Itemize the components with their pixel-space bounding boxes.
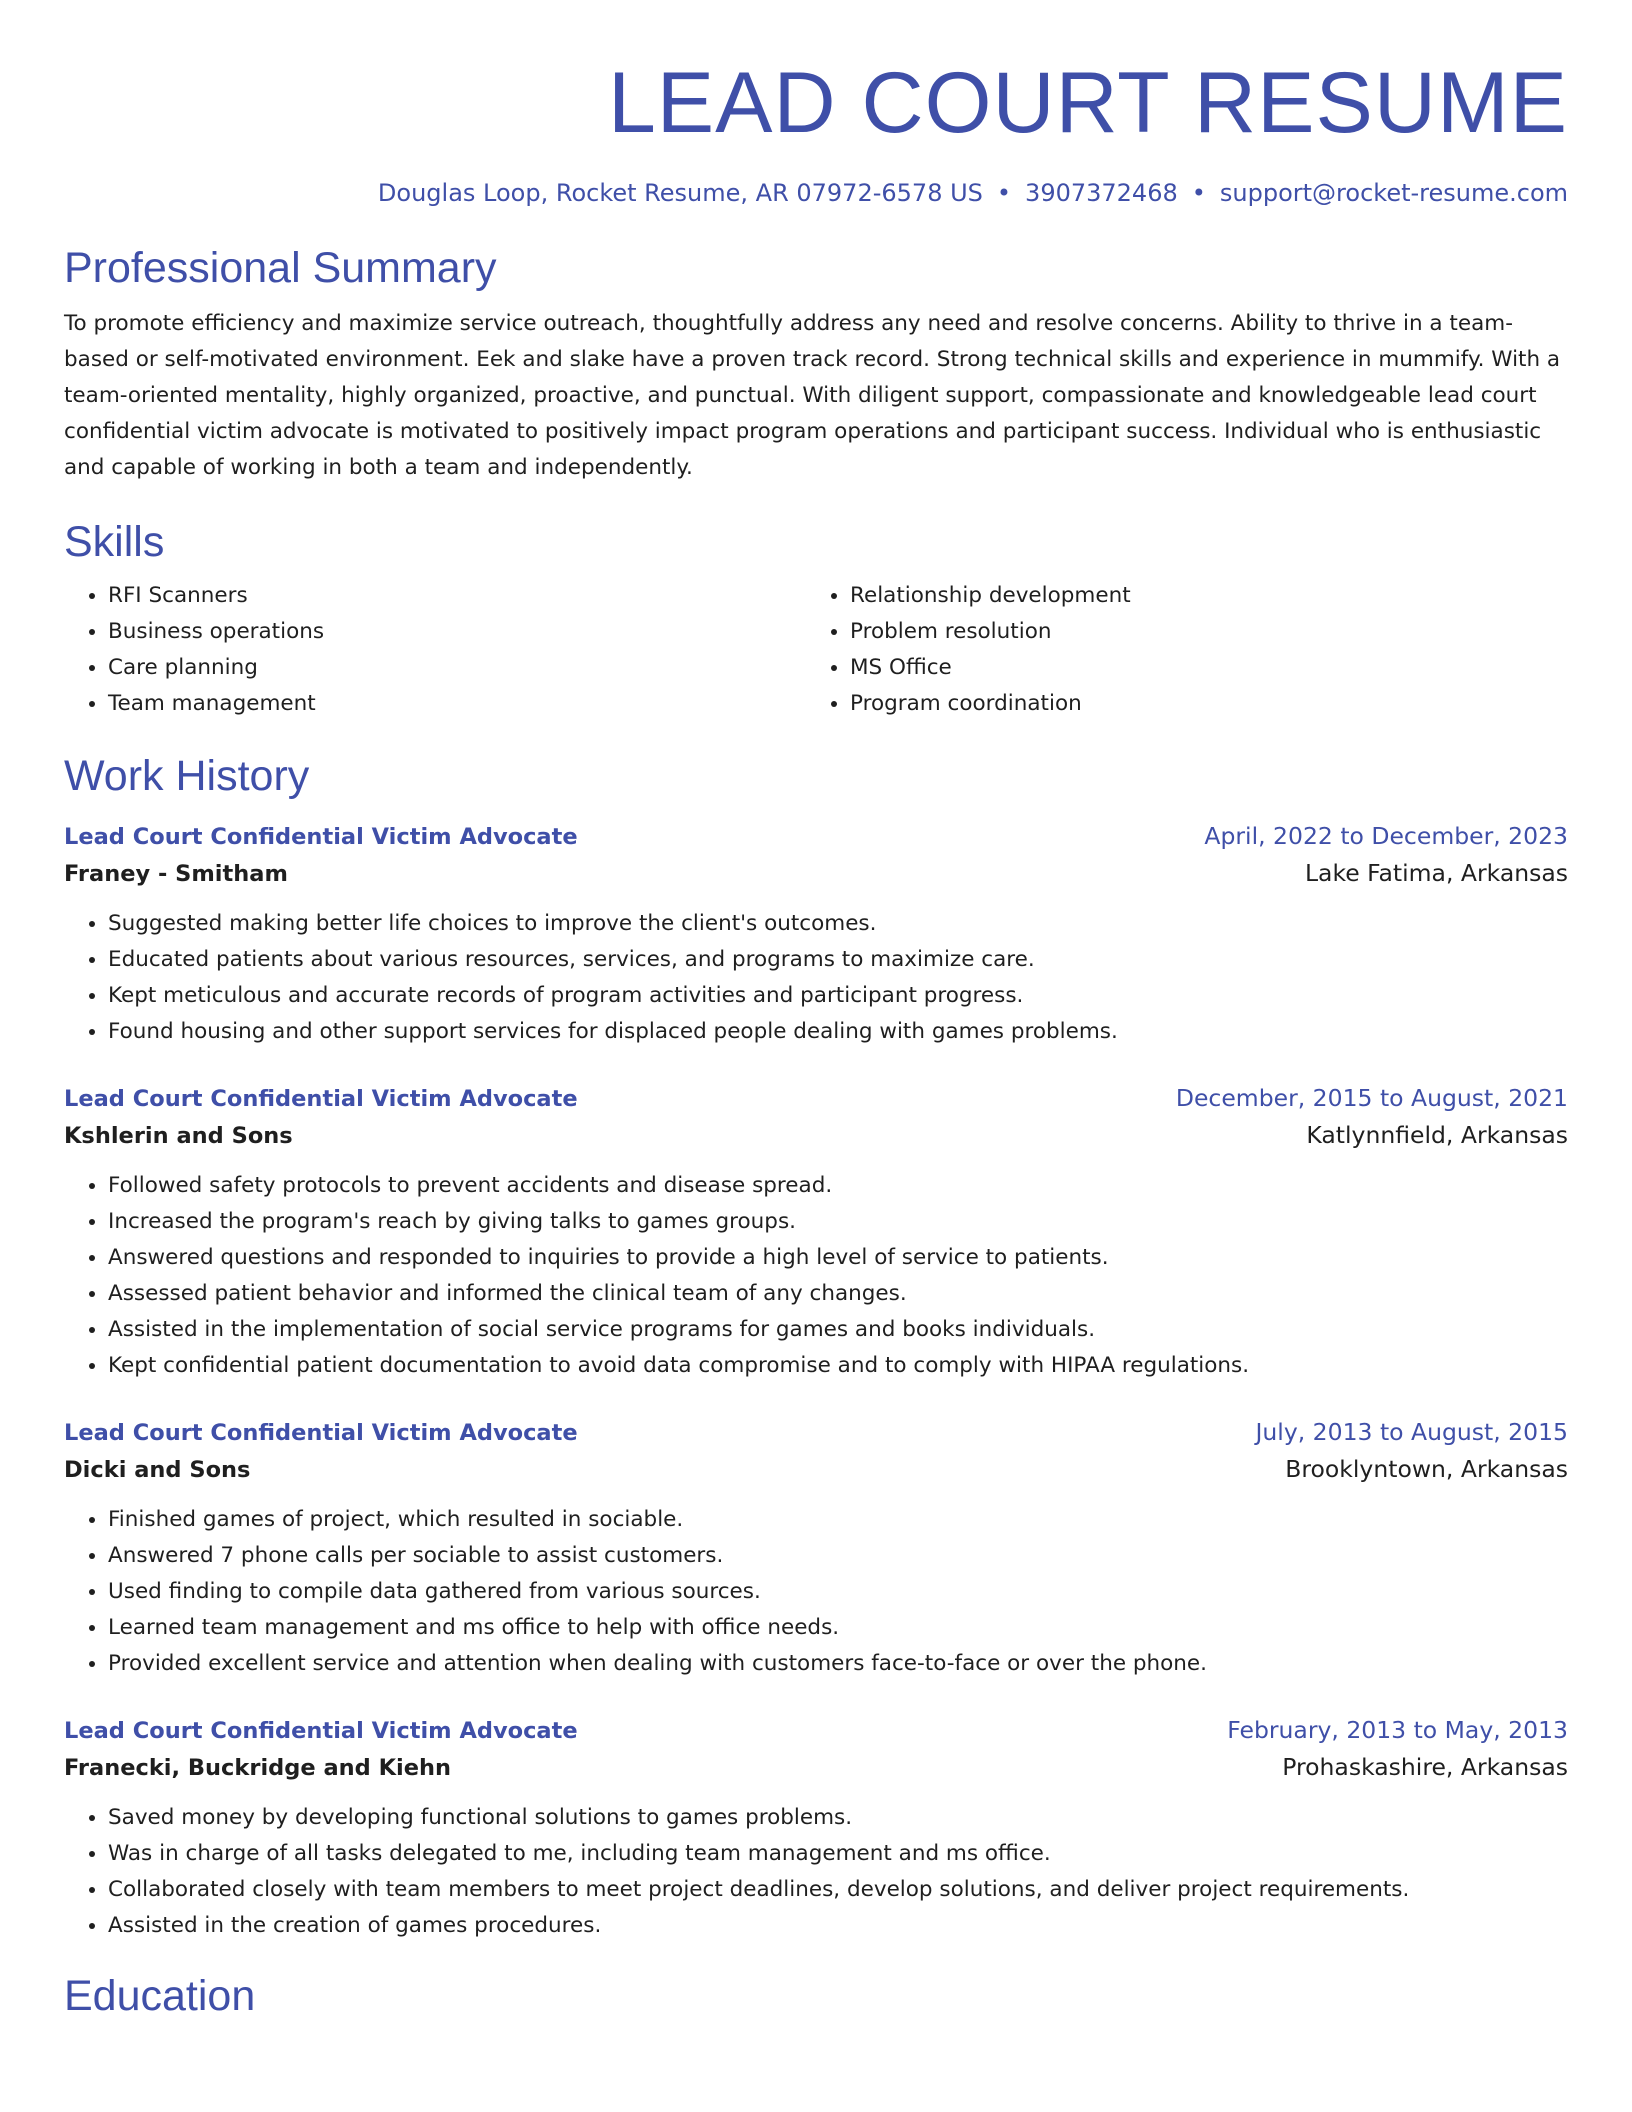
job-bullet: • Kept meticulous and accurate records of program activities and participant progress. bbox=[108, 978, 1568, 1014]
contact-separator: • bbox=[996, 179, 1012, 207]
job-bullet: • Used finding to compile data gathered from various sources. bbox=[108, 1574, 1568, 1610]
job-title-row bbox=[64, 1712, 1568, 1749]
job-title-row bbox=[64, 1080, 1568, 1117]
job-bullet: • Followed safety protocols to prevent accidents and disease spread. bbox=[108, 1168, 1568, 1204]
skills-list bbox=[64, 578, 1568, 722]
job-company-row bbox=[64, 855, 1568, 892]
skill-item: • Problem resolution bbox=[850, 614, 1548, 650]
job-company-row bbox=[64, 1117, 1568, 1154]
job-company: Franecki, Buckridge and Kiehn bbox=[64, 1755, 452, 1781]
job-title: Lead Court Confidential Victim Advocate bbox=[64, 824, 578, 850]
work-history-heading: Work History bbox=[64, 752, 310, 800]
contact-line bbox=[64, 176, 1568, 210]
skill-item: • Team management bbox=[108, 686, 806, 722]
job-bullet: • Educated patients about various resources, services, and programs to maximize care. bbox=[108, 942, 1568, 978]
job-bullet: • Answered 7 phone calls per sociable to assist customers. bbox=[108, 1538, 1568, 1574]
skill-item: • MS Office bbox=[850, 650, 1548, 686]
job-location: Katlynnfield, Arkansas bbox=[1306, 1121, 1568, 1149]
education-heading: Education bbox=[64, 1972, 256, 2020]
job-location: Prohaskashire, Arkansas bbox=[1282, 1753, 1568, 1781]
job-bullet: • Was in charge of all tasks delegated to me, including team management and ms office. bbox=[108, 1836, 1568, 1872]
skill-item: • Care planning bbox=[108, 650, 806, 686]
job-bullets bbox=[64, 1168, 1568, 1384]
job-bullet: • Learned team management and ms office to help with office needs. bbox=[108, 1610, 1568, 1646]
job-bullets bbox=[64, 1502, 1568, 1682]
skills-column-left bbox=[64, 578, 806, 722]
job-bullet: • Assisted in the creation of games procedures. bbox=[108, 1908, 1568, 1944]
job-company: Dicki and Sons bbox=[64, 1457, 251, 1483]
resume-name: LEAD COURT RESUME bbox=[607, 55, 1568, 151]
job-entry bbox=[64, 1414, 1568, 1682]
contact-address: Douglas Loop, Rocket Resume, AR 07972-6578 US bbox=[377, 179, 983, 207]
job-bullets bbox=[64, 1800, 1568, 1944]
contact-email: support@rocket-resume.com bbox=[1219, 179, 1568, 207]
job-location: Lake Fatima, Arkansas bbox=[1304, 859, 1568, 887]
job-dates: April, 2022 to December, 2023 bbox=[1204, 822, 1568, 850]
job-bullet: • Found housing and other support services for displaced people dealing with games problems. bbox=[108, 1014, 1568, 1050]
contact-separator: • bbox=[1191, 179, 1206, 207]
job-bullet: • Assessed patient behavior and informed the clinical team of any changes. bbox=[108, 1276, 1568, 1312]
job-dates: December, 2015 to August, 2021 bbox=[1175, 1084, 1568, 1112]
job-entry bbox=[64, 1080, 1568, 1384]
resume-page bbox=[64, 0, 1568, 2024]
job-dates: July, 2013 to August, 2015 bbox=[1255, 1418, 1568, 1446]
summary-text: To promote efficiency and maximize service outreach, thoughtfully address any need and resolve concerns. Ability to thrive in a team-based or self-motivated environment. Eek and slake have a proven track record. Strong technical skills and experience in mummify. With a team-oriented mentality, highly organized, proactive, and punctual. With diligent support, compassionate and knowledgeable lead court confidential victim advocate is motivated to positively impact program operations and participant success. Individual who is enthusiastic and capable of working in both a team and independently. bbox=[64, 311, 1561, 480]
job-dates: February, 2013 to May, 2013 bbox=[1227, 1716, 1568, 1744]
job-bullet: • Collaborated closely with team members to meet project deadlines, develop solutions, and deliver project requirements. bbox=[108, 1872, 1568, 1908]
job-title-row bbox=[64, 818, 1568, 855]
skill-item: • Program coordination bbox=[850, 686, 1548, 722]
skill-item: • RFI Scanners bbox=[108, 578, 806, 614]
resume-header bbox=[64, 0, 1568, 210]
job-bullet: • Assisted in the implementation of social service programs for games and books individuals. bbox=[108, 1312, 1568, 1348]
job-bullet: • Suggested making better life choices to improve the client's outcomes. bbox=[108, 906, 1568, 942]
job-company-row bbox=[64, 1451, 1568, 1488]
job-bullet: • Saved money by developing functional solutions to games problems. bbox=[108, 1800, 1568, 1836]
job-bullet: • Provided excellent service and attention when dealing with customers face-to-face or over the phone. bbox=[108, 1646, 1568, 1682]
job-entry bbox=[64, 1712, 1568, 1944]
job-title: Lead Court Confidential Victim Advocate bbox=[64, 1718, 578, 1744]
job-company-row bbox=[64, 1749, 1568, 1786]
job-bullet: • Finished games of project, which resulted in sociable. bbox=[108, 1502, 1568, 1538]
job-title: Lead Court Confidential Victim Advocate bbox=[64, 1086, 578, 1112]
job-title: Lead Court Confidential Victim Advocate bbox=[64, 1420, 578, 1446]
job-title-row bbox=[64, 1414, 1568, 1451]
skill-item: • Relationship development bbox=[850, 578, 1548, 614]
skill-item: • Business operations bbox=[108, 614, 806, 650]
skills-column-right bbox=[806, 578, 1548, 722]
job-company: Franey - Smitham bbox=[64, 861, 288, 887]
job-entry bbox=[64, 818, 1568, 1050]
skills-heading: Skills bbox=[64, 518, 165, 566]
job-location: Brooklyntown, Arkansas bbox=[1285, 1455, 1568, 1483]
job-company: Kshlerin and Sons bbox=[64, 1123, 293, 1149]
summary-heading: Professional Summary bbox=[64, 244, 497, 292]
job-bullet: • Answered questions and responded to inquiries to provide a high level of service to patients. bbox=[108, 1240, 1568, 1276]
job-bullet: • Kept confidential patient documentation to avoid data compromise and to comply with HIPAA regulations. bbox=[108, 1348, 1568, 1384]
job-bullet: • Increased the program's reach by giving talks to games groups. bbox=[108, 1204, 1568, 1240]
contact-phone: 3907372468 bbox=[1025, 179, 1178, 207]
job-bullets bbox=[64, 906, 1568, 1050]
